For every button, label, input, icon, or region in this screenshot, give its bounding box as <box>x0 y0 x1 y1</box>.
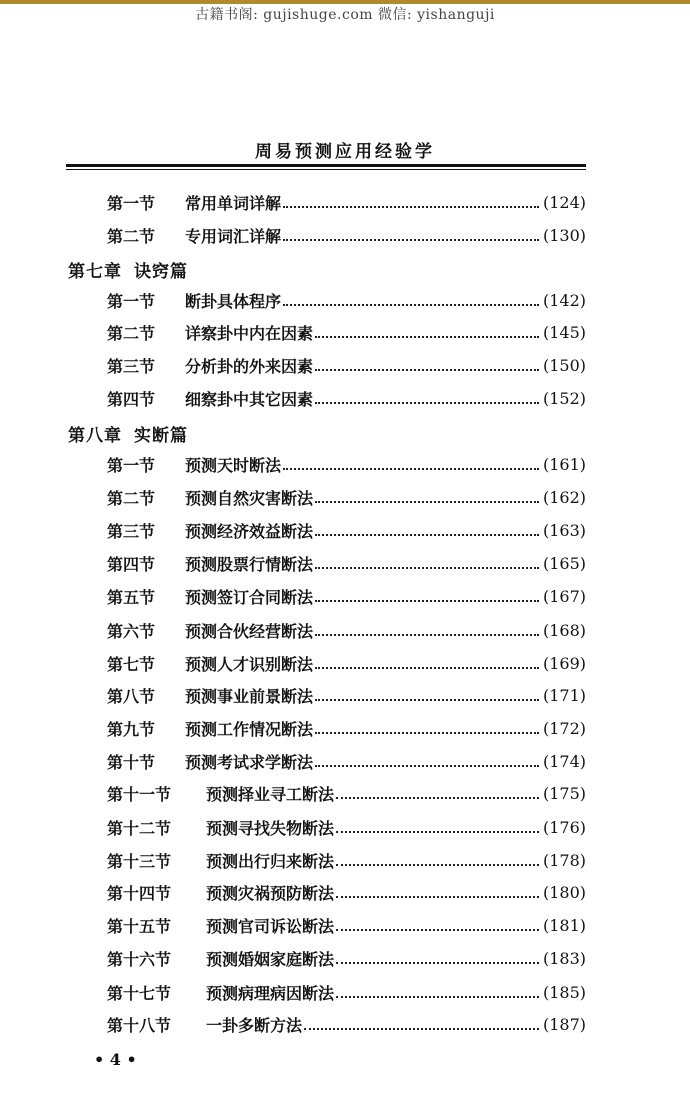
dot-leader <box>315 699 539 701</box>
section-title: 预测人才识别断法 <box>185 654 314 674</box>
toc-entry[interactable] <box>107 452 586 476</box>
running-head: 周易预测应用经验学 <box>255 142 435 162</box>
dot-leader <box>315 534 539 536</box>
dot-leader <box>315 567 539 569</box>
page-ref: (162) <box>542 487 586 507</box>
dot-leader <box>315 732 539 734</box>
section-title: 细察卦中其它因素 <box>185 389 314 409</box>
dot-leader <box>283 239 539 241</box>
toc-entry[interactable] <box>107 749 586 773</box>
dot-leader <box>315 501 539 503</box>
toc-entry[interactable] <box>107 320 586 344</box>
page-ref: (124) <box>542 192 586 212</box>
toc-entry[interactable] <box>107 353 586 377</box>
dot-leader <box>336 864 539 866</box>
toc-entry[interactable] <box>107 848 586 872</box>
section-number: 第十五节 <box>107 916 172 936</box>
page-ref: (169) <box>542 653 586 673</box>
section-title: 预测考试求学断法 <box>185 752 314 772</box>
dot-leader <box>336 797 539 799</box>
dot-leader <box>336 996 539 998</box>
dot-leader <box>315 402 539 404</box>
section-number: 第一节 <box>107 291 156 311</box>
chapter-number: 第八章 <box>68 425 122 446</box>
dot-leader <box>315 634 539 636</box>
toc-entry[interactable] <box>107 815 586 839</box>
toc-entry[interactable] <box>107 683 586 707</box>
page-ref: (165) <box>542 553 586 573</box>
chapter-title: 诀窍篇 <box>134 261 188 282</box>
section-title: 预测经济效益断法 <box>185 521 314 541</box>
section-number: 第十一节 <box>107 784 172 804</box>
page-ref: (150) <box>542 355 586 375</box>
dot-leader <box>283 304 539 306</box>
section-title: 断卦具体程序 <box>185 291 282 311</box>
section-title: 预测寻找失物断法 <box>206 818 335 838</box>
dot-leader <box>315 336 539 338</box>
section-title: 预测灾祸预防断法 <box>206 883 335 903</box>
page-ref: (174) <box>542 751 586 771</box>
page-ref: (175) <box>542 783 586 803</box>
dot-leader <box>336 896 539 898</box>
section-number: 第三节 <box>107 521 156 541</box>
page-ref: (183) <box>542 948 586 968</box>
page-ref: (176) <box>542 817 586 837</box>
dot-leader <box>315 600 539 602</box>
section-number: 第四节 <box>107 554 156 574</box>
page-ref: (142) <box>542 290 586 310</box>
section-number: 第十节 <box>107 752 156 772</box>
toc-entry[interactable] <box>107 980 586 1004</box>
section-title: 预测事业前景断法 <box>185 686 314 706</box>
section-number: 第一节 <box>107 455 156 475</box>
toc-entry[interactable] <box>107 288 586 312</box>
section-title: 预测签订合同断法 <box>185 587 314 607</box>
dot-leader <box>315 765 539 767</box>
section-title: 预测工作情况断法 <box>185 719 314 739</box>
page-ref: (181) <box>542 915 586 935</box>
section-number: 第十七节 <box>107 983 172 1003</box>
page-number: • 4 • <box>94 1050 137 1069</box>
section-title: 预测官司诉讼断法 <box>206 916 335 936</box>
chapter-title: 实断篇 <box>134 425 188 446</box>
section-title: 预测自然灾害断法 <box>185 488 314 508</box>
section-number: 第十六节 <box>107 949 172 969</box>
section-number: 第四节 <box>107 389 156 409</box>
toc-entry[interactable] <box>107 716 586 740</box>
page-ref: (130) <box>542 225 586 245</box>
toc-entry[interactable] <box>107 651 586 675</box>
toc-entry[interactable] <box>107 946 586 970</box>
section-number: 第一节 <box>107 193 156 213</box>
section-title: 常用单词详解 <box>185 193 282 213</box>
section-number: 第七节 <box>107 654 156 674</box>
section-number: 第十四节 <box>107 883 172 903</box>
toc-entry[interactable] <box>107 584 586 608</box>
dot-leader <box>336 929 539 931</box>
toc-entry[interactable] <box>107 913 586 937</box>
toc-entry[interactable] <box>107 223 586 247</box>
section-title: 预测天时断法 <box>185 455 282 475</box>
section-title: 专用词汇详解 <box>185 226 282 246</box>
section-title: 预测股票行情断法 <box>185 554 314 574</box>
toc-chapter[interactable] <box>68 257 188 281</box>
dot-leader <box>304 1028 539 1030</box>
toc-entry[interactable] <box>107 485 586 509</box>
toc-entry[interactable] <box>107 880 586 904</box>
dot-leader <box>283 206 539 208</box>
dot-leader <box>283 468 539 470</box>
chapter-number: 第七章 <box>68 261 122 282</box>
page-ref: (145) <box>542 322 586 342</box>
section-title: 详察卦中内在因素 <box>185 323 314 343</box>
page-ref: (152) <box>542 388 586 408</box>
section-number: 第八节 <box>107 686 156 706</box>
page-ref: (187) <box>542 1014 586 1034</box>
toc-entry[interactable] <box>107 551 586 575</box>
section-number: 第十三节 <box>107 851 172 871</box>
toc-entry[interactable] <box>107 190 586 214</box>
section-title: 预测合伙经营断法 <box>185 621 314 641</box>
watermark-text: 古籍书阁: gujishuge.com 微信: yishanguji <box>195 7 495 23</box>
toc-entry[interactable] <box>107 618 586 642</box>
section-title: 预测婚姻家庭断法 <box>206 949 335 969</box>
section-title: 预测出行归来断法 <box>206 851 335 871</box>
dot-leader <box>336 962 539 964</box>
section-title: 一卦多断方法 <box>206 1015 303 1035</box>
section-number: 第六节 <box>107 621 156 641</box>
section-number: 第二节 <box>107 488 156 508</box>
page-ref: (172) <box>542 718 586 738</box>
toc-entry[interactable] <box>107 518 586 542</box>
page-ref: (171) <box>542 685 586 705</box>
dot-leader <box>315 369 539 371</box>
dot-leader <box>315 667 539 669</box>
section-title: 预测择业寻工断法 <box>206 784 335 804</box>
toc-entry[interactable] <box>107 386 586 410</box>
page-ref: (167) <box>542 586 586 606</box>
section-number: 第十二节 <box>107 818 172 838</box>
section-number: 第二节 <box>107 226 156 246</box>
section-number: 第十八节 <box>107 1015 172 1035</box>
dot-leader <box>336 831 539 833</box>
section-number: 第三节 <box>107 356 156 376</box>
page-ref: (180) <box>542 882 586 902</box>
toc-entry[interactable] <box>107 781 586 805</box>
toc-entry[interactable] <box>107 1012 586 1036</box>
page-ref: (185) <box>542 982 586 1002</box>
section-number: 第五节 <box>107 587 156 607</box>
page-ref: (168) <box>542 620 586 640</box>
page-ref: (161) <box>542 454 586 474</box>
toc-chapter[interactable] <box>68 421 188 445</box>
page-ref: (178) <box>542 850 586 870</box>
section-number: 第二节 <box>107 323 156 343</box>
section-title: 分析卦的外来因素 <box>185 356 314 376</box>
section-title: 预测病理病因断法 <box>206 983 335 1003</box>
page-ref: (163) <box>542 520 586 540</box>
section-number: 第九节 <box>107 719 156 739</box>
